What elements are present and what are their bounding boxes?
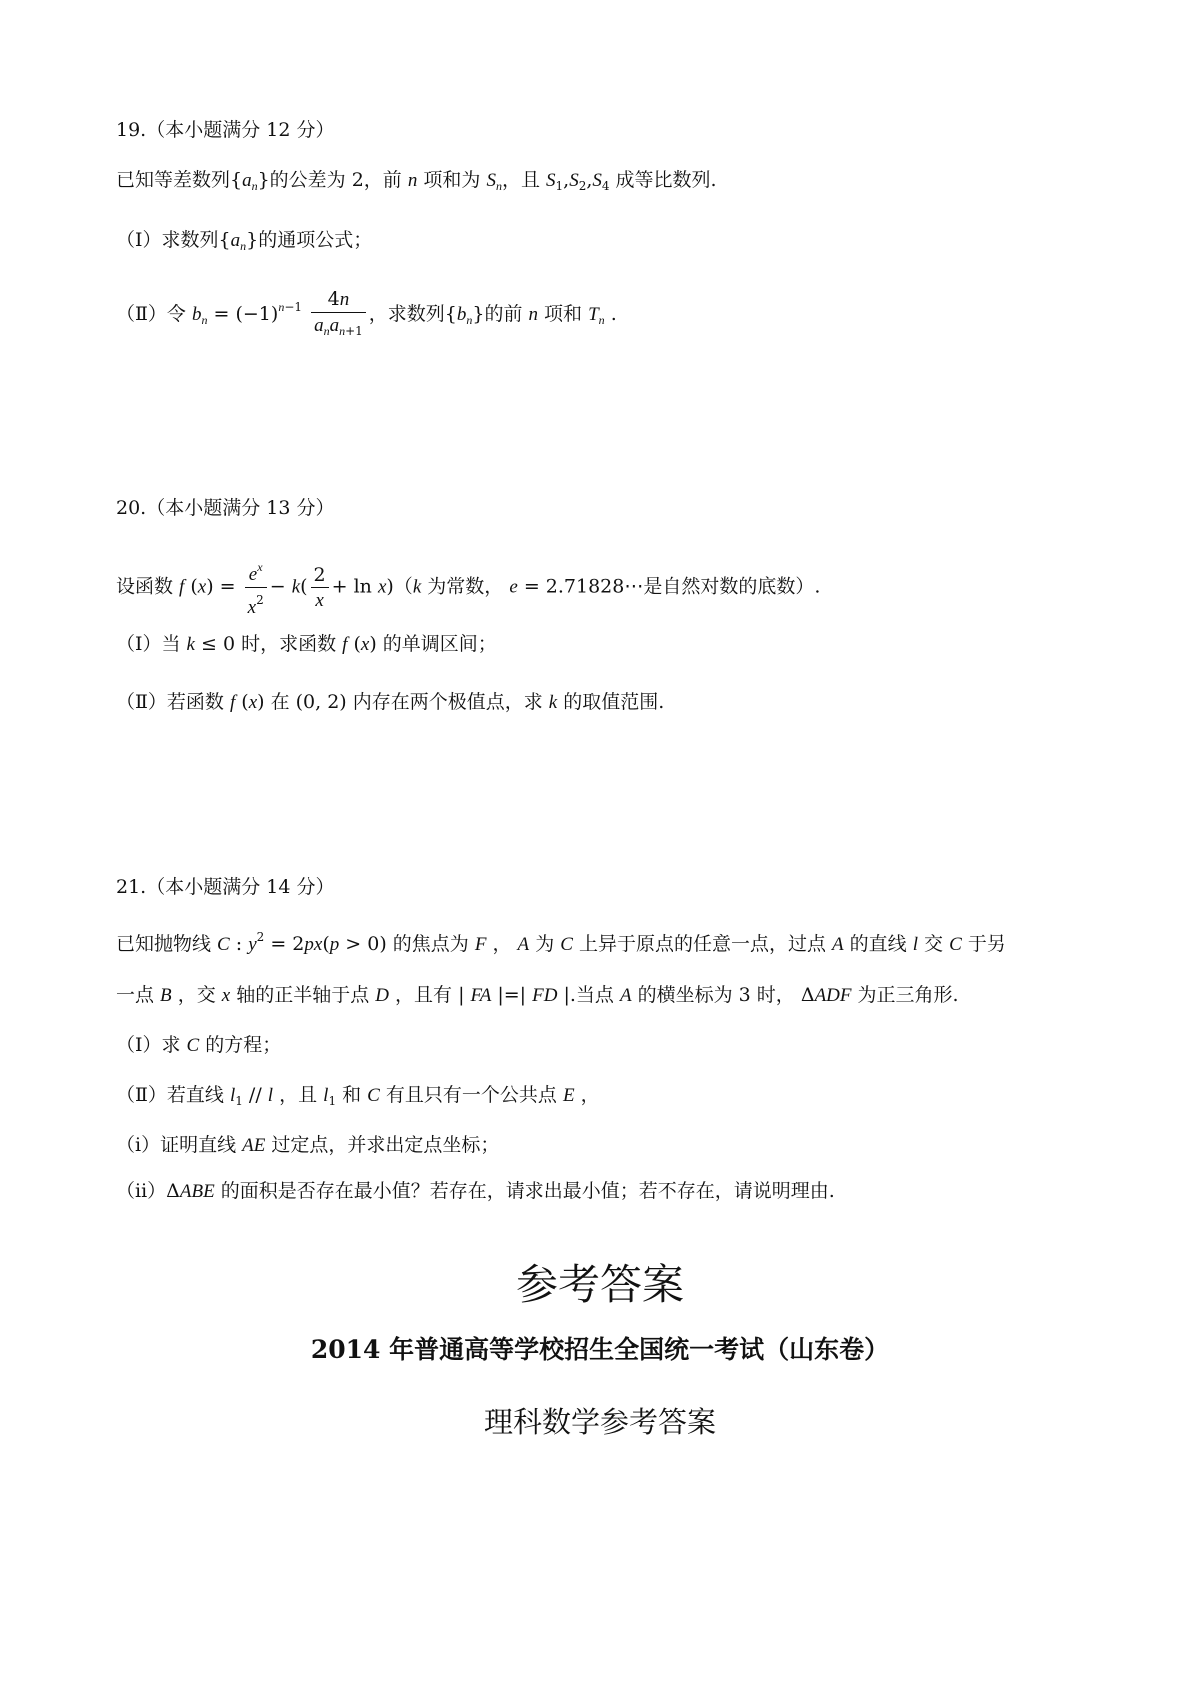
- q21-part2: （Ⅱ）若直线 $l_1$ // l ，且 $l_1$ 和 C 有且只有一个公共点 E ，: [116, 1084, 600, 1108]
- q20-part1: （Ⅰ）当 k ≤ 0 时，求函数 f (x) 的单调区间；: [116, 633, 497, 655]
- q21-stem1: 已知抛物线 C : $y^2 = 2px(p > 0)$ 的焦点为 F ， A 为 C 上异于原点的任意一点，过点 A 的直线 l 交 C 于另: [116, 930, 1006, 955]
- answer-exam-title: 2014 年普通高等学校招生全国统一考试（山东卷）: [310, 1335, 890, 1364]
- q20-fraction-2x: $\frac{2}{x}$: [311, 563, 329, 613]
- q19-part2: （Ⅱ）令 $b_n = (-1)^{n-1}$ $\frac{4n}{a_na_{n+1}}$ ，求数列$\{b_n\}$的前 n 项和 $T_n$ .: [116, 287, 617, 343]
- q20-stem: 设函数 f (x) = $\frac{e^x}{x^2}$ − k( $\frac{2}{x}$ + ln x)（k 为常数， e = 2.71828⋯是自然对数的底数）.: [116, 555, 820, 620]
- q19-header: 19.（本小题满分 12 分）: [116, 119, 335, 141]
- q21-part2i: （ⅰ）证明直线 AE 过定点，并求出定点坐标；: [116, 1134, 500, 1156]
- q21-part1: （Ⅰ）求 C 的方程；: [116, 1034, 282, 1056]
- q19-stem: 已知等差数列$\{a_n\}$的公差为 2，前 n 项和为 $S_n$，且 $S_1,S_2,S_4$ 成等比数列.: [116, 169, 717, 193]
- q20-header: 20.（本小题满分 13 分）: [116, 497, 335, 519]
- answer-title: 参考答案: [515, 1260, 684, 1309]
- q21-part2ii: （ⅱ）ΔABE 的面积是否存在最小值？若存在，请求出最小值；若不存在，请说明理由.: [116, 1180, 835, 1202]
- q20-fraction-exp: $\frac{e^x}{x^2}$: [245, 555, 267, 620]
- q19-fraction: $\frac{4n}{a_na_{n+1}}$: [311, 287, 366, 343]
- q21-header: 21.（本小题满分 14 分）: [116, 876, 335, 898]
- q19-part1: （Ⅰ）求数列$\{a_n\}$的通项公式；: [116, 229, 373, 253]
- q21-stem2: 一点 B ，交 x 轴的正半轴于点 D ，且有 | FA |=| FD |.当点 A 的横坐标为 3 时， ΔADF 为正三角形.: [116, 984, 959, 1006]
- q20-part2: （Ⅱ）若函数 f (x) 在 (0, 2) 内存在两个极值点，求 k 的取值范围.: [116, 691, 665, 713]
- answer-subtitle: 理科数学参考答案: [483, 1405, 716, 1439]
